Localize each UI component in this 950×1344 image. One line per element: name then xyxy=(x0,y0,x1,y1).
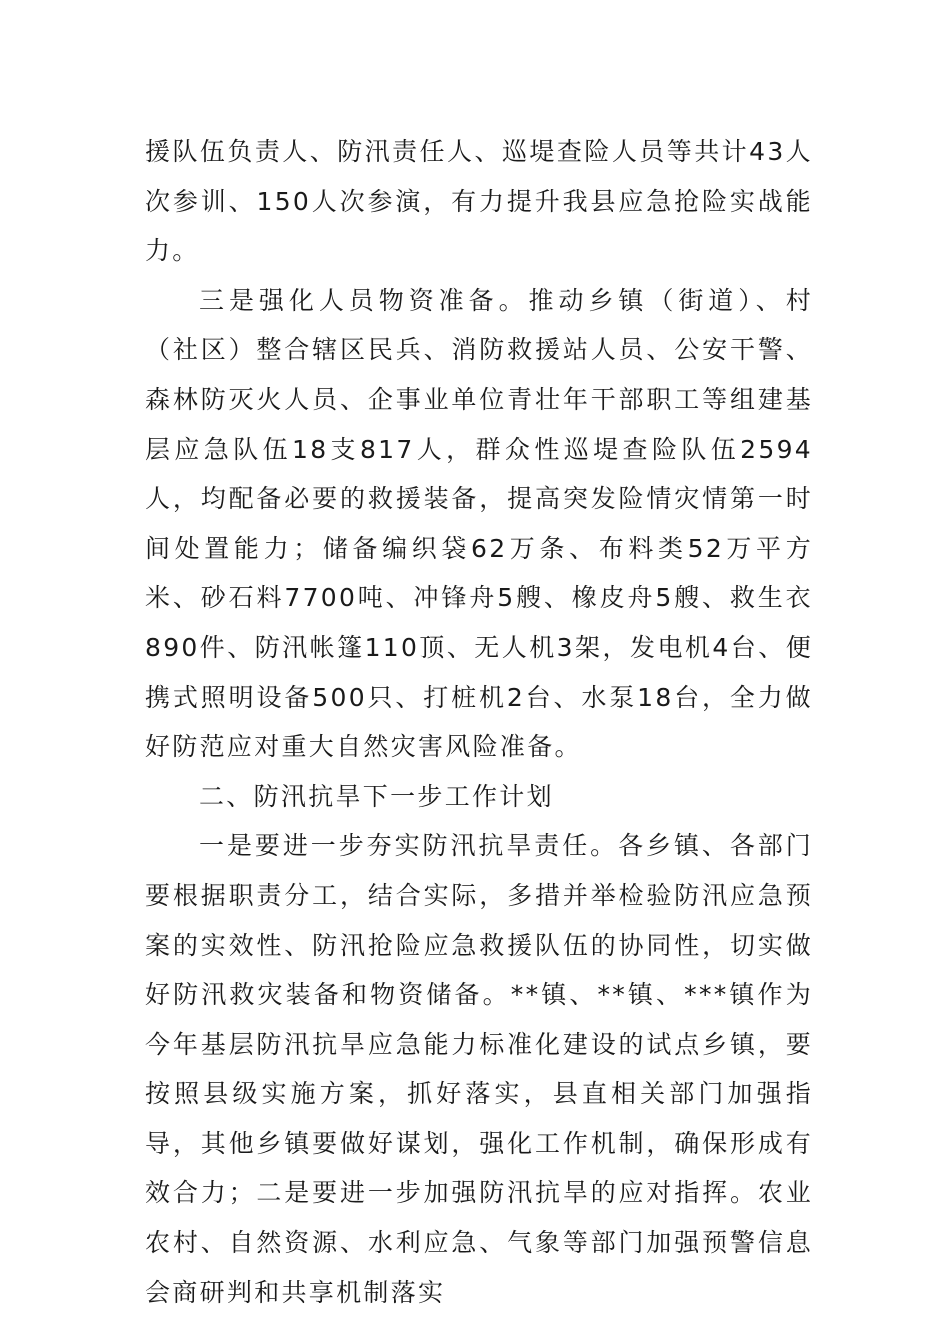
paragraph-continuation: 援队伍负责人、防汛责任人、巡堤查险人员等共计43人次参训、150人次参演，有力提升我县应急抢险实战能力。 xyxy=(145,137,813,266)
paragraph-responsibility: 一是要进一步夯实防汛抗旱责任。各乡镇、各部门要根据职责分工，结合实际，多措并举检验防汛应急预案的实效性、防汛抢险应急救援队伍的协同性，切实做好防汛救灾装备和物资储备。**镇、**镇、***镇作为今年基层防汛抗旱应急能力标准化建设的试点乡镇，要按照县级实施方案，抓好落实，县直相关部门加强指导，其他乡镇要做好谋划，强化工作机制，确保形成有效合力；二是要进一步加强防汛抗旱的应对指挥。农业农村、自然资源、水利应急、气象等部门加强预警信息会商研判和共享机制落实 xyxy=(145,831,813,1307)
section-heading-next-steps: 二、防汛抗旱下一步工作计划 xyxy=(199,781,554,811)
paragraph-personnel-materials: 三是强化人员物资准备。推动乡镇（街道）、村（社区）整合辖区民兵、消防救援站人员、公安干警、森林防灭火人员、企事业单位青壮年干部职工等组建基层应急队伍18支817人，群众性巡堤查险队伍2594人，均配备必要的救援装备，提高突发险情灾情第一时间处置能力；储备编织袋62万条、布料类52万平方米、砂石料7700吨、冲锋舟5艘、橡皮舟5艘、救生衣890件、防汛帐篷110顶、无人机3架，发电机4台、便携式照明设备500只、打桩机2台、水泵18台，全力做好防范应对重大自然灾害风险准备。 xyxy=(145,285,813,762)
document-body xyxy=(145,127,813,1317)
